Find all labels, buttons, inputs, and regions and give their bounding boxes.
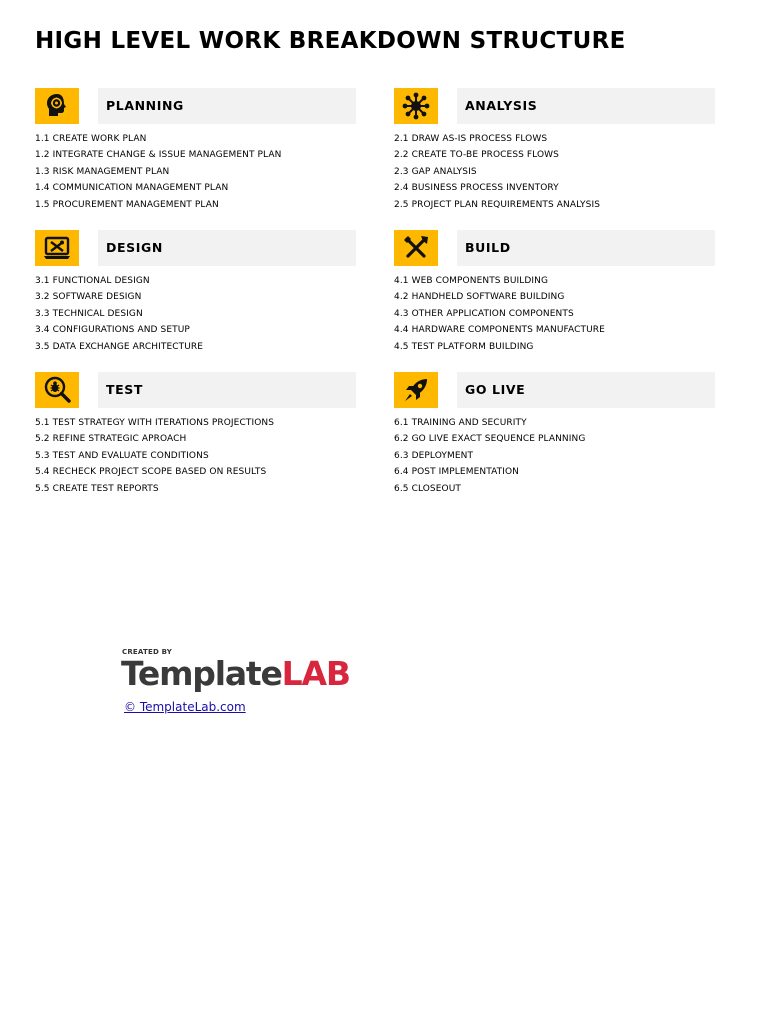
list-item: 6.2 GO LIVE EXACT SEQUENCE PLANNING bbox=[394, 434, 586, 445]
bug-search-icon bbox=[35, 372, 79, 408]
section-header bbox=[35, 230, 357, 267]
section-label-box bbox=[98, 88, 356, 124]
logo-created-by: CREATED BY bbox=[122, 648, 173, 656]
section-label: DESIGN bbox=[106, 240, 163, 255]
list-item: 1.4 COMMUNICATION MANAGEMENT PLAN bbox=[35, 183, 229, 194]
section-label-box bbox=[98, 372, 356, 408]
list-item: 1.1 CREATE WORK PLAN bbox=[35, 134, 147, 144]
list-item: 5.1 TEST STRATEGY WITH ITERATIONS PROJECTIONS bbox=[35, 418, 275, 428]
section-design bbox=[35, 230, 357, 352]
tools-icon bbox=[394, 230, 438, 266]
list-item: 3.2 SOFTWARE DESIGN bbox=[35, 292, 142, 303]
list-item: 6.4 POST IMPLEMENTATION bbox=[394, 467, 520, 478]
list-item: 6.1 TRAINING AND SECURITY bbox=[394, 418, 527, 428]
list-item: 6.3 DEPLOYMENT bbox=[394, 450, 474, 461]
page-title: HIGH LEVEL WORK BREAKDOWN STRUCTURE bbox=[35, 28, 626, 54]
section-build bbox=[394, 230, 716, 352]
section-label-box bbox=[457, 88, 715, 124]
section-label-box bbox=[98, 230, 356, 266]
list-item: 1.3 RISK MANAGEMENT PLAN bbox=[35, 166, 170, 177]
section-header bbox=[35, 372, 357, 409]
section-label-box bbox=[457, 372, 715, 408]
logo-lab-text: LAB bbox=[281, 654, 350, 693]
section-item-list bbox=[35, 415, 274, 497]
section-header bbox=[394, 372, 716, 409]
list-item: 2.1 DRAW AS-IS PROCESS FLOWS bbox=[394, 134, 548, 144]
section-label-box bbox=[457, 230, 715, 266]
network-icon bbox=[394, 88, 438, 124]
section-label: ANALYSIS bbox=[465, 98, 538, 113]
list-item: 6.5 CLOSEOUT bbox=[394, 483, 462, 494]
templatelab-logo bbox=[121, 648, 350, 696]
list-item: 3.5 DATA EXCHANGE ARCHITECTURE bbox=[35, 341, 204, 352]
section-go-live bbox=[394, 372, 716, 494]
list-item: 1.5 PROCUREMENT MANAGEMENT PLAN bbox=[35, 199, 219, 210]
list-item: 4.2 HANDHELD SOFTWARE BUILDING bbox=[394, 292, 565, 303]
list-item: 4.4 HARDWARE COMPONENTS MANUFACTURE bbox=[394, 325, 605, 336]
section-header bbox=[394, 88, 716, 125]
section-item-list bbox=[394, 415, 585, 497]
list-item: 2.4 BUSINESS PROCESS INVENTORY bbox=[394, 183, 559, 194]
section-test bbox=[35, 372, 357, 494]
section-item-list bbox=[394, 131, 600, 213]
brain-icon bbox=[35, 88, 79, 124]
list-item: 5.4 RECHECK PROJECT SCOPE BASED ON RESULTS bbox=[35, 467, 267, 478]
section-label: TEST bbox=[106, 382, 143, 397]
list-item: 5.2 REFINE STRATEGIC APROACH bbox=[35, 434, 187, 445]
section-label: PLANNING bbox=[106, 98, 184, 113]
list-item: 4.3 OTHER APPLICATION COMPONENTS bbox=[394, 308, 574, 319]
list-item: 3.3 TECHNICAL DESIGN bbox=[35, 308, 143, 319]
list-item: 4.1 WEB COMPONENTS BUILDING bbox=[394, 276, 549, 286]
section-item-list bbox=[394, 273, 605, 355]
list-item: 1.2 INTEGRATE CHANGE & ISSUE MANAGEMENT PLAN bbox=[35, 150, 282, 161]
section-header bbox=[35, 88, 357, 125]
section-item-list bbox=[35, 131, 281, 213]
section-analysis bbox=[394, 88, 716, 210]
section-label: BUILD bbox=[465, 240, 511, 255]
copyright-link[interactable]: © TemplateLab.com bbox=[124, 700, 246, 714]
list-item: 3.4 CONFIGURATIONS AND SETUP bbox=[35, 325, 190, 336]
list-item: 5.3 TEST AND EVALUATE CONDITIONS bbox=[35, 450, 209, 461]
section-label: GO LIVE bbox=[465, 382, 526, 397]
list-item: 2.5 PROJECT PLAN REQUIREMENTS ANALYSIS bbox=[394, 199, 601, 210]
list-item: 3.1 FUNCTIONAL DESIGN bbox=[35, 276, 150, 286]
logo-template-text: Template bbox=[121, 654, 282, 693]
list-item: 5.5 CREATE TEST REPORTS bbox=[35, 483, 159, 494]
list-item: 4.5 TEST PLATFORM BUILDING bbox=[394, 341, 534, 352]
rocket-icon bbox=[394, 372, 438, 408]
section-item-list bbox=[35, 273, 203, 355]
section-header bbox=[394, 230, 716, 267]
list-item: 2.3 GAP ANALYSIS bbox=[394, 166, 477, 177]
list-item: 2.2 CREATE TO-BE PROCESS FLOWS bbox=[394, 150, 559, 161]
logo-wordmark bbox=[121, 654, 350, 694]
section-planning bbox=[35, 88, 357, 210]
laptop-tools-icon bbox=[35, 230, 79, 266]
